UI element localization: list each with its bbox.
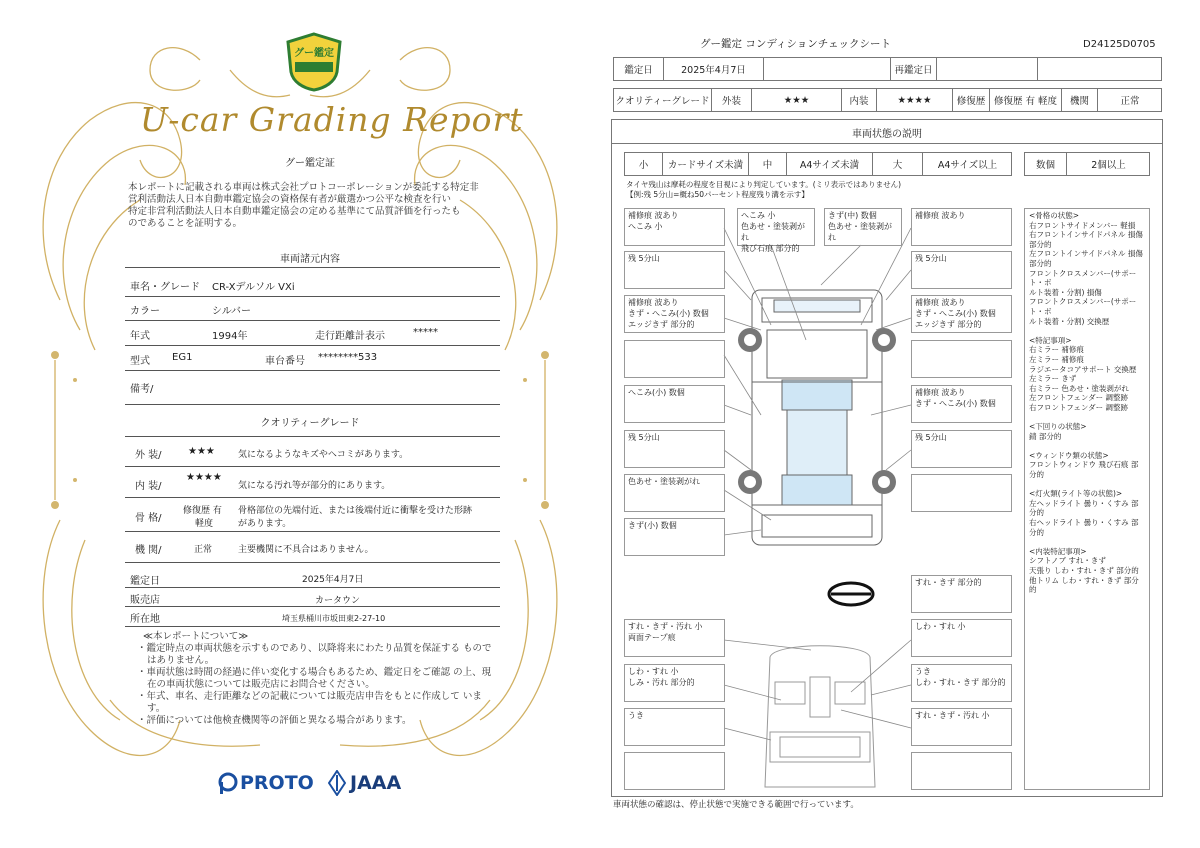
redate-label: 再鑑定日 [891,58,937,80]
color-value: シルバー [212,306,252,317]
summary-line: 右ミラー 補修痕 [1029,345,1084,355]
frame-value-2: 軽度 [195,519,214,529]
frame-desc-2: があります。 [238,519,292,529]
section-title: 車両状態の説明 [852,129,922,140]
interior-box: うき しわ・すれ・きず 部分的 [911,664,1012,702]
summary-line: <灯火類(ライト等の状態)> [1029,489,1123,499]
damage-box: 補修痕 波あり [911,208,1012,246]
damage-box: 補修痕 波あり きず・へこみ(小) 数個 エッジきず 部分的 [624,295,725,333]
summary-line: 左ミラー きず [1029,374,1077,384]
size-large: 大 [873,153,923,175]
interior-box: うき [624,708,725,746]
vehicle-label: 車名・グレード [130,282,200,293]
engine-label: 機関 [1062,89,1098,111]
shop-label: 販売店 [130,595,160,606]
model-value: EG1 [172,352,193,363]
badge-text: グー鑑定 [294,48,334,59]
goo-kantei-badge-icon [285,32,343,92]
count-legend [1024,152,1150,176]
vehicle-value: CR-Xデルソル VXi [212,282,295,293]
quality-row [613,88,1162,112]
mileage-label: 走行距離計表示 [315,331,385,342]
engine-value: 正常 [194,545,213,555]
report-notes: ≪本レポートについて≫ ・鑑定時点の車両状態を示すものであり、以降将来にわたり品質を保証する ものではありません。 ・車両状態は時間の経過に伴い変化する場合もあるため、鑑定日をご確認 の上、現在の車両状態については販売店にお問合せください。 ・年式、車名、走行距離などの記載については販売店申告をもとに作成して います。 ・評価については他検査機関等の評価と異なる場合があります。 [137,631,492,726]
interior-desc: 気になる汚れ等が部分的にあります。 [238,481,391,491]
summary-line: 左フロントフェンダー 調整跡 [1029,393,1128,403]
repair-label: 修復歴 [953,89,990,111]
condition-summary [1024,208,1150,790]
summary-line: 部分的 [1029,258,1052,268]
damage-box: 残 5分山 [911,430,1012,468]
report-title: U-car Grading Report [140,100,524,139]
count-label: 数個 [1025,153,1067,175]
date-label: 鑑定日 [614,58,664,80]
damage-box: 補修痕 波あり きず・へこみ(小) 数個 エッジきず 部分的 [911,295,1012,333]
engine-value: 正常 [1120,96,1140,107]
interior-box: しわ・すれ 小 しみ・汚れ 部分的 [624,664,725,702]
interior-box: すれ・きず 部分的 [911,575,1012,613]
size-small-desc: カードサイズ未満 [663,153,749,175]
damage-box: 色あせ・塗装剥がれ [624,474,725,512]
frame-value-1: 修復歴 有 [183,506,222,516]
summary-line: フロントクロスメンバー(サポート・ボ [1029,297,1137,316]
damage-box [911,474,1012,512]
quality-heading: クオリティーグレード [260,418,360,429]
color-label: カラー [130,306,160,317]
chassis-label: 車台番号 [265,356,305,367]
exterior-desc: 気になるようなキズやヘコミがあります。 [238,450,409,460]
size-mid: 中 [749,153,787,175]
summary-line: <ウィンドウ類の状態> [1029,450,1109,460]
date-value: 2025年4月7日 [664,58,764,80]
repair-value: 修復歴 有 軽度 [990,89,1062,111]
summary-line [1029,412,1145,422]
mileage-value: ***** [413,327,438,338]
summary-line: 右フロントフェンダー 調整跡 [1029,402,1128,412]
size-legend [624,152,1012,176]
jaaa-logo: JAAA [350,772,402,794]
summary-line: 左ミラー 補修痕 [1029,354,1084,364]
summary-line: 左ヘッドライト 曇り・くすみ 部分的 [1029,498,1139,518]
summary-line: 左フロントインサイドパネル 損傷 [1029,249,1143,259]
damage-box: 補修痕 波あり へこみ 小 [624,208,725,246]
sheet-title: グー鑑定 コンディションチェックシート [700,38,891,50]
proto-logo-icon [218,772,238,796]
damage-box: きず(中) 数個 色あせ・塗装剥がれ [824,208,902,246]
ext-value: ★★★ [752,89,842,111]
summary-line [1029,326,1145,336]
address-label: 所在地 [130,614,160,625]
summary-line: <特記事項> [1029,335,1072,345]
interior-stars: ★★★★ [186,472,222,483]
summary-line: 右フロントインサイドパネル 損傷 [1029,230,1143,240]
summary-line: <内装特記事項> [1029,546,1087,556]
specs-heading: 車両諸元内容 [280,254,340,265]
frame-desc-1: 骨格部位の先端付近、または後端付近に衝撃を受けた形跡 [238,506,473,516]
date-label: 鑑定日 [130,576,160,587]
address-value: 埼玉県桶川市坂田東2-27-10 [282,614,386,623]
frame-label: 骨 格/ [135,513,162,524]
engine-desc: 主要機関に不具合はありません。 [238,545,374,555]
size-large-desc: A4サイズ以上 [937,160,998,171]
summary-line: 天張り しわ・すれ・きず 部分的 [1029,565,1139,575]
tire-note-2: 【例:残 5分山=概ね50パーセント程度残り溝を示す】 [626,190,809,199]
damage-box [624,340,725,378]
summary-line: ラジエータコアサポート 交換歴 [1029,364,1137,374]
interior-box: すれ・きず・汚れ 小 両面テープ痕 [624,619,725,657]
shop-value: カータウン [315,596,361,606]
interior-label: 内 装/ [135,481,162,492]
sheet-id: D24125D0705 [1083,39,1156,50]
interior-box [911,752,1012,790]
jaaa-logo-icon [328,770,346,796]
exterior-label: 外 装/ [135,450,162,461]
damage-box: 残 5分山 [624,430,725,468]
date-value: 2025年4月7日 [302,575,364,585]
count-value: 2個以上 [1091,160,1126,171]
exterior-stars: ★★★ [188,446,215,457]
summary-line [1029,480,1145,490]
cert-text: 本レポートに記載される車両は株式会社プロトコーポレーションが委託する特定非 営利活動法人日本自動車鑑定協会の資格保有者が厳選かつ公平な検査を行い 特定非営利活動法人日本自動車鑑定協会の定める基準にて品質評価を行ったも のであることを証明する。 [128,182,479,229]
tire-note-1: タイヤ残山は摩耗の程度を目視により判定しています。(ミリ表示ではありません) [626,180,902,189]
summary-line: フロントウィンドウ 飛び石痕 部分的 [1029,460,1139,480]
model-label: 型式 [130,356,150,367]
qg-label: クオリティーグレード [614,89,712,111]
size-mid-desc: A4サイズ未満 [787,153,873,175]
int-label: 内装 [842,89,877,111]
summary-line: 右ミラー 色あせ・塗装剥がれ [1029,383,1129,393]
damage-box: 残 5分山 [911,251,1012,289]
size-small: 小 [625,153,663,175]
summary-line [1029,441,1145,451]
summary-line: <骨格の状態> [1029,211,1080,220]
cert-title: グー鑑定証 [285,158,335,169]
ext-label: 外装 [712,89,752,111]
summary-line: フロントクロスメンバー(サポート・ボ [1029,268,1137,288]
interior-box: すれ・きず・汚れ 小 [911,708,1012,746]
summary-line: 部分的 [1029,239,1052,249]
date-row [613,57,1162,81]
interior-box [624,752,725,790]
summary-line [1029,537,1145,547]
proto-logo: PROTO [240,772,314,794]
damage-box: へこみ(小) 数個 [624,385,725,423]
year-label: 年式 [130,331,150,342]
damage-box: 残 5分山 [624,251,725,289]
summary-line: シフトノブ すれ・きず [1029,556,1106,566]
damage-box: きず(小) 数個 [624,518,725,556]
summary-line: 右フロントサイドメンバー 軽損 [1029,220,1136,230]
chassis-value: ********533 [318,352,378,363]
damage-box [911,340,1012,378]
engine-label: 機 関/ [135,545,162,556]
damage-box: へこみ 小 色あせ・塗装剥がれ 飛び石痕 部分的 [737,208,815,246]
summary-line: 右ヘッドライト 曇り・くすみ 部分的 [1029,518,1139,537]
summary-line: 他トリム しわ・すれ・きず 部分的 [1029,575,1139,595]
interior-box: しわ・すれ 小 [911,619,1012,657]
remarks-label: 備考/ [130,384,154,395]
summary-line: 錆 部分的 [1029,431,1062,441]
int-value: ★★★★ [877,89,953,111]
footer-note: 車両状態の確認は、停止状態で実施できる範囲で行っています。 [613,800,859,810]
year-value: 1994年 [212,331,248,342]
damage-box: 補修痕 波あり きず・へこみ(小) 数個 [911,385,1012,423]
summary-line: <下回りの状態> [1029,422,1087,432]
summary-line: ルト装着・分割) 損傷 [1029,287,1102,297]
summary-line: ルト装着・分割) 交換歴 [1029,316,1110,326]
